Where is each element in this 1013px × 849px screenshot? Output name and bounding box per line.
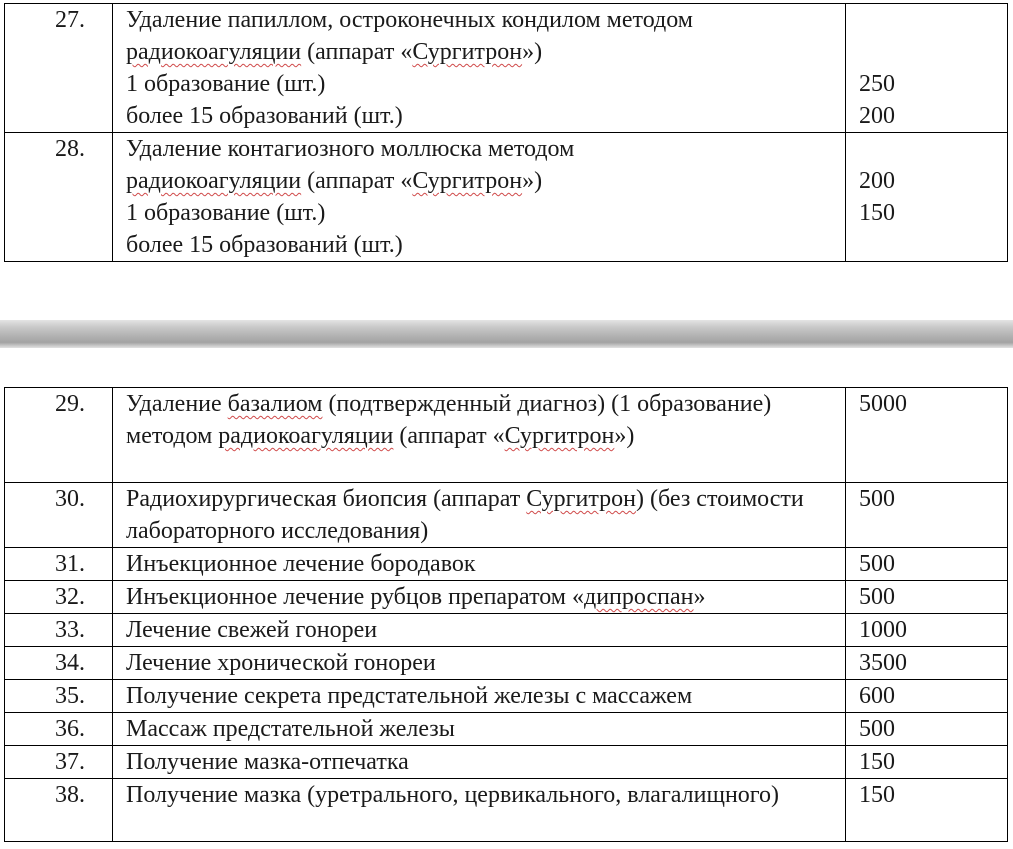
price-table-bottom-body bbox=[5, 388, 1008, 842]
service-description bbox=[113, 614, 846, 647]
service-price: 500 bbox=[846, 581, 1008, 614]
text-segment: Инъекционное лечение рубцов препаратом « bbox=[126, 584, 584, 610]
price-line bbox=[859, 133, 1007, 165]
description-line bbox=[126, 4, 841, 36]
description-line bbox=[126, 229, 841, 261]
spellcheck-word: Сургитрон bbox=[412, 168, 523, 194]
table-row bbox=[5, 388, 1008, 483]
service-price: 150 bbox=[846, 779, 1008, 842]
price-table-bottom bbox=[4, 387, 1008, 842]
text-segment: более 15 образований (шт.) bbox=[126, 232, 403, 258]
description-text bbox=[126, 483, 841, 547]
service-description bbox=[113, 713, 846, 746]
spellcheck-word: дипроспан bbox=[584, 584, 694, 610]
text-segment: (аппарат « bbox=[301, 39, 413, 65]
description-text bbox=[126, 680, 841, 712]
description-text bbox=[126, 746, 841, 778]
text-segment: ») bbox=[522, 39, 543, 65]
service-price: 500 bbox=[846, 548, 1008, 581]
text-segment: Удаление контагиозного моллюска методом bbox=[126, 136, 575, 162]
row-number: 33. bbox=[5, 614, 113, 647]
description-text bbox=[126, 614, 841, 646]
service-price: 150 bbox=[846, 746, 1008, 779]
service-price bbox=[846, 133, 1008, 262]
row-number: 38. bbox=[5, 779, 113, 842]
text-segment: более 15 образований (шт.) bbox=[126, 103, 403, 129]
price-line: 200 bbox=[859, 168, 895, 194]
table-row bbox=[5, 713, 1008, 746]
text-segment: Массаж предстательной железы bbox=[126, 716, 455, 742]
service-description bbox=[113, 548, 846, 581]
row-number: 32. bbox=[5, 581, 113, 614]
description-line bbox=[126, 36, 841, 68]
price-line bbox=[859, 36, 1007, 68]
row-number: 30. bbox=[5, 483, 113, 548]
text-segment: (подтвержденный диагноз) (1 образование) методом bbox=[126, 391, 772, 449]
table-row bbox=[5, 548, 1008, 581]
row-number: 35. bbox=[5, 680, 113, 713]
service-price: 500 bbox=[846, 713, 1008, 746]
spellcheck-word: радиокоагуляции bbox=[218, 423, 394, 449]
text-segment: Лечение свежей гонореи bbox=[126, 617, 378, 643]
table-row bbox=[5, 483, 1008, 548]
row-number: 31. bbox=[5, 548, 113, 581]
description-line bbox=[126, 133, 841, 165]
row-number: 37. bbox=[5, 746, 113, 779]
text-segment: (аппарат « bbox=[393, 423, 505, 449]
service-price: 5000 bbox=[846, 388, 1008, 483]
price-line: 150 bbox=[859, 200, 895, 226]
table-row bbox=[5, 581, 1008, 614]
price-line: 200 bbox=[859, 103, 895, 129]
text-segment: Получение мазка (уретрального, цервикального, влагалищного) bbox=[126, 782, 780, 808]
text-segment: (аппарат « bbox=[301, 168, 413, 194]
table-row bbox=[5, 4, 1008, 133]
description-line bbox=[126, 100, 841, 132]
service-price: 600 bbox=[846, 680, 1008, 713]
spellcheck-word: Сургитрон bbox=[526, 486, 636, 512]
description-text bbox=[126, 548, 841, 580]
description-text bbox=[126, 388, 841, 452]
spellcheck-word: радиокоагуляции bbox=[126, 39, 302, 65]
price-table-top bbox=[4, 3, 1008, 262]
price-line bbox=[859, 229, 1007, 261]
text-segment: 1 образование (шт.) bbox=[126, 200, 326, 226]
table-row bbox=[5, 779, 1008, 842]
text-segment: Получение секрета предстательной железы с массажем bbox=[126, 683, 693, 709]
service-price: 3500 bbox=[846, 647, 1008, 680]
text-segment: Инъекционное лечение бородавок bbox=[126, 551, 476, 577]
service-description bbox=[113, 746, 846, 779]
text-segment: Удаление bbox=[126, 391, 228, 417]
spellcheck-word: базалиом bbox=[227, 391, 323, 417]
row-number: 34. bbox=[5, 647, 113, 680]
service-description bbox=[113, 647, 846, 680]
table-row bbox=[5, 614, 1008, 647]
table-row bbox=[5, 680, 1008, 713]
service-price: 1000 bbox=[846, 614, 1008, 647]
description-line bbox=[126, 165, 841, 197]
text-segment: ») bbox=[614, 423, 635, 449]
service-description bbox=[113, 133, 846, 262]
text-segment: ») bbox=[522, 168, 543, 194]
text-segment: Лечение хронической гонореи bbox=[126, 650, 436, 676]
service-description bbox=[113, 581, 846, 614]
text-segment: 1 образование (шт.) bbox=[126, 71, 326, 97]
spellcheck-word: Сургитрон bbox=[412, 39, 523, 65]
service-description bbox=[113, 4, 846, 133]
text-segment: Удаление папиллом, остроконечных кондилом методом bbox=[126, 7, 693, 33]
text-segment: ) (без стоимости лабораторного исследования) bbox=[126, 486, 804, 544]
price-table-top-body bbox=[5, 4, 1008, 262]
price-line: 250 bbox=[859, 71, 895, 97]
spellcheck-word: Сургитрон bbox=[504, 423, 615, 449]
service-description bbox=[113, 779, 846, 842]
description-text bbox=[126, 713, 841, 745]
description-line bbox=[126, 197, 841, 229]
service-description bbox=[113, 680, 846, 713]
description-text bbox=[126, 581, 841, 613]
table-row bbox=[5, 133, 1008, 262]
row-number: 36. bbox=[5, 713, 113, 746]
text-segment: Радиохирургическая биопсия (аппарат bbox=[126, 486, 527, 512]
row-number: 28. bbox=[5, 133, 113, 262]
service-price: 500 bbox=[846, 483, 1008, 548]
description-text bbox=[126, 779, 841, 811]
spellcheck-word: радиокоагуляции bbox=[126, 168, 302, 194]
text-segment: Получение мазка-отпечатка bbox=[126, 749, 409, 775]
table-row bbox=[5, 647, 1008, 680]
text-segment: » bbox=[693, 584, 706, 610]
service-price bbox=[846, 4, 1008, 133]
service-description bbox=[113, 388, 846, 483]
row-number: 27. bbox=[5, 4, 113, 133]
description-line bbox=[126, 68, 841, 100]
row-number: 29. bbox=[5, 388, 113, 483]
table-row bbox=[5, 746, 1008, 779]
description-text bbox=[126, 647, 841, 679]
page-break-divider bbox=[0, 320, 1013, 348]
price-line bbox=[859, 4, 1007, 36]
service-description bbox=[113, 483, 846, 548]
